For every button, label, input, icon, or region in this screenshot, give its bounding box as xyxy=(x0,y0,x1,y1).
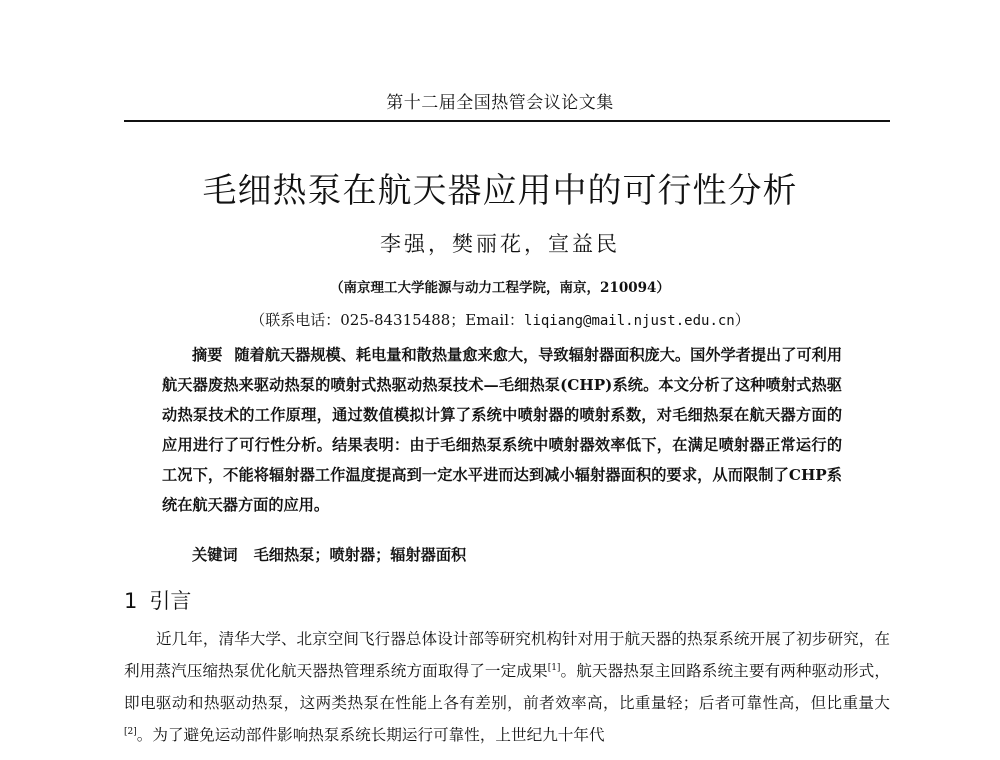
section-title: 引言 xyxy=(149,589,192,613)
running-header: 第十二届全国热管会议论文集 xyxy=(386,93,614,113)
contact-info xyxy=(0,309,1000,330)
intro-paragraph xyxy=(124,623,890,751)
keywords-label: 关键词 xyxy=(192,546,238,564)
paper-title: 毛细热泵在航天器应用中的可行性分析 xyxy=(202,171,798,211)
abstract-label: 摘要 xyxy=(192,346,223,364)
paper-authors: 李强，樊丽花，宣益民 xyxy=(380,232,620,256)
abstract-text: 随着航天器规模、耗电量和散热量愈来愈大，导致辐射器面积庞大。国外学者提出了可利用航天器废热来驱动热泵的喷射式热驱动热泵技术—毛细热泵(CHP)系统。本文分析了这种喷射式热驱动热泵技术的工作原理，通过数值模拟计算了系统中喷射器的喷射系数，对毛细热泵在航天器方面的应用进行了可行性分析。结果表明：由于毛细热泵系统中喷射器效率低下，在满足喷射器正常运行的工况下，不能将辐射器工作温度提高到一定水平进而达到减小辐射器面积的要求，从而限制了CHP系统在航天器方面的应用。 xyxy=(162,346,843,514)
section-number: 1 xyxy=(124,589,138,613)
keywords xyxy=(192,544,842,565)
contact-prefix: （联系电话：025-84315488；Email： xyxy=(250,311,525,329)
contact-suffix: ） xyxy=(734,311,750,329)
intro-text-2: 。航天器热泵主回路系统主要有两种驱动形式，即电驱动和热驱动热泵，这两类热泵在性能上各有差别，前者效率高，比重量轻；后者可靠性高，但比重量大 xyxy=(124,662,890,712)
author-affiliation: （南京理工大学能源与动力工程学院，南京，210094） xyxy=(330,280,670,296)
section-heading xyxy=(124,585,191,615)
contact-email: liqiang@mail.njust.edu.cn xyxy=(524,313,735,329)
intro-text-3: 。为了避免运动部件影响热泵系统长期运行可靠性，上世纪九十年代 xyxy=(136,726,605,744)
intro-text-1: 近几年，清华大学、北京空间飞行器总体设计部等研究机构针对用于航天器的热泵系统开展了初步研究，在利用蒸汽压缩热泵优化航天器热管理系统方面取得了一定成果 xyxy=(124,630,890,680)
citation-ref-1: [1] xyxy=(547,662,561,673)
abstract xyxy=(162,340,842,520)
header-rule xyxy=(124,120,890,122)
keywords-text: 毛细热泵；喷射器；辐射器面积 xyxy=(253,546,467,564)
citation-ref-2: [2] xyxy=(124,726,137,737)
